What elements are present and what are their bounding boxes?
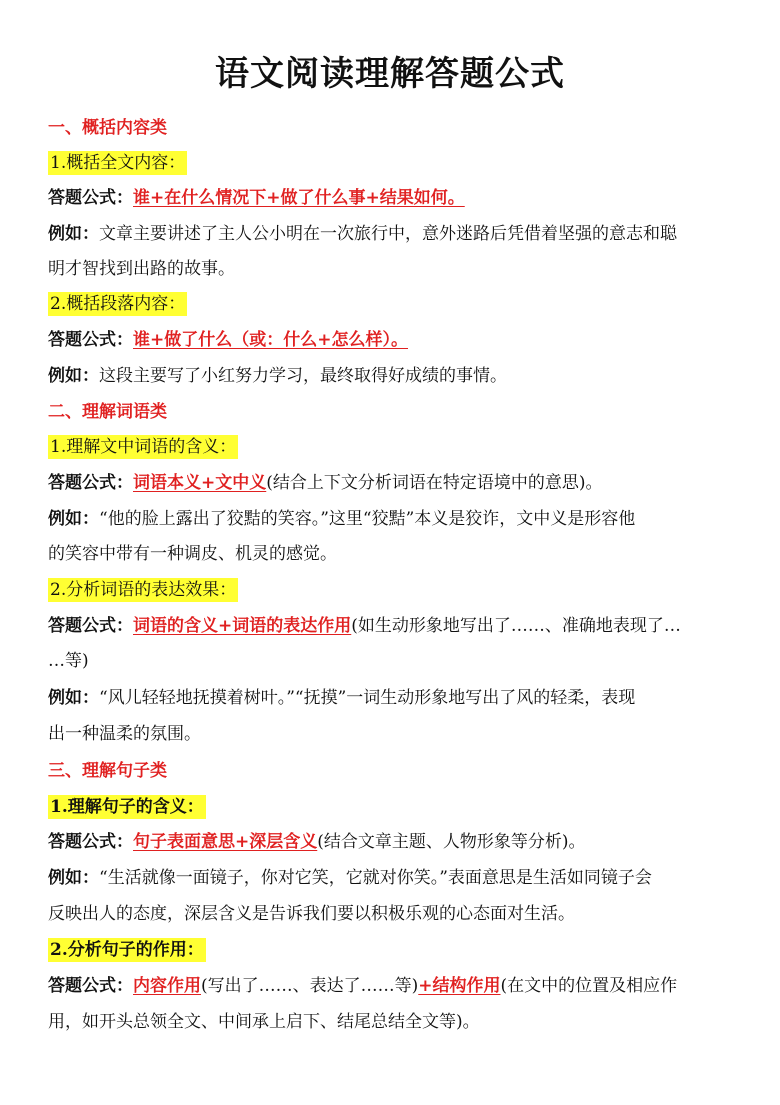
example-line — [48, 688, 738, 708]
formula-label: 答题公式： — [48, 976, 133, 996]
formula-text-structure: +结构作用 — [418, 976, 501, 996]
formula-text: 谁+在什么情况下+做了什么事+结果如何。 — [133, 188, 465, 208]
section-heading-summary: 一、概括内容类 — [48, 118, 167, 138]
item-summary-full — [48, 153, 738, 173]
formula-note-content: (写出了……、表达了……等) — [201, 976, 419, 996]
formula-label: 答题公式： — [48, 330, 133, 350]
item-word-effect — [48, 580, 738, 600]
item-label-highlight: 2.分析句子的作用： — [50, 940, 204, 960]
formula-line — [48, 976, 738, 996]
example-line — [48, 366, 738, 386]
formula-line — [48, 330, 738, 350]
formula-text: 句子表面意思+深层含义 — [133, 832, 318, 852]
formula-label: 答题公式： — [48, 616, 133, 636]
example-label: 例如： — [48, 868, 99, 888]
example-label: 例如： — [48, 366, 99, 386]
example-text: 这段主要写了小红努力学习，最终取得好成绩的事情。 — [99, 366, 507, 386]
formula-label: 答题公式： — [48, 188, 133, 208]
item-label-highlight: 2.分析词语的表达效果： — [50, 580, 237, 600]
item-label-highlight: 1.概括全文内容： — [50, 153, 186, 173]
formula-note-structure: (在文中的位置及相应作 — [500, 976, 678, 996]
item-label-highlight: 1.理解句子的含义： — [50, 797, 204, 817]
formula-line — [48, 188, 738, 208]
formula-text-content: 内容作用 — [133, 976, 201, 996]
page-title: 语文阅读理解答题公式 — [215, 54, 565, 94]
example-line-continued: 明才智找到出路的故事。 — [48, 259, 235, 279]
section-heading-sentences: 三、理解句子类 — [48, 761, 167, 781]
example-line-continued: 的笑容中带有一种调皮、机灵的感觉。 — [48, 544, 337, 564]
formula-label: 答题公式： — [48, 832, 133, 852]
item-summary-paragraph — [48, 294, 738, 314]
formula-line — [48, 473, 738, 493]
example-line — [48, 509, 738, 529]
example-label: 例如： — [48, 509, 99, 529]
formula-note: (结合文章主题、人物形象等分析)。 — [317, 832, 586, 852]
example-line — [48, 868, 738, 888]
example-label: 例如： — [48, 688, 99, 708]
example-line-continued: 出一种温柔的氛围。 — [48, 724, 201, 744]
formula-note: (结合上下文分析词语在特定语境中的意思)。 — [266, 473, 603, 493]
formula-text: 词语本义+文中义 — [133, 473, 267, 493]
item-label-highlight: 2.概括段落内容： — [50, 294, 186, 314]
formula-line — [48, 832, 738, 852]
example-text: “生活就像一面镜子，你对它笑，它就对你笑。”表面意思是生活如同镜子会 — [99, 868, 652, 888]
formula-text: 词语的含义+词语的表达作用 — [133, 616, 352, 636]
example-text: “他的脸上露出了狡黠的笑容。”这里“狡黠”本义是狡诈，文中义是形容他 — [99, 509, 636, 529]
example-label: 例如： — [48, 224, 99, 244]
item-word-meaning — [48, 437, 738, 457]
formula-label: 答题公式： — [48, 473, 133, 493]
example-text: 文章主要讲述了主人公小明在一次旅行中，意外迷路后凭借着坚强的意志和聪 — [99, 224, 677, 244]
item-label-highlight: 1.理解文中词语的含义： — [50, 437, 237, 457]
example-line — [48, 224, 738, 244]
formula-note: (如生动形象地写出了……、准确地表现了… — [351, 616, 681, 636]
formula-note-continued: 用，如开头总领全文、中间承上启下、结尾总结全文等)。 — [48, 1012, 480, 1032]
formula-note-continued: …等) — [48, 651, 89, 671]
item-sentence-function — [48, 940, 738, 960]
formula-line — [48, 616, 738, 636]
example-text: “风儿轻轻地抚摸着树叶。”“抚摸”一词生动形象地写出了风的轻柔，表现 — [99, 688, 636, 708]
formula-text: 谁+做了什么（或：什么+怎么样）。 — [133, 330, 408, 350]
item-sentence-meaning — [48, 797, 738, 817]
example-line-continued: 反映出人的态度，深层含义是告诉我们要以积极乐观的心态面对生活。 — [48, 904, 575, 924]
section-heading-words: 二、理解词语类 — [48, 402, 167, 422]
